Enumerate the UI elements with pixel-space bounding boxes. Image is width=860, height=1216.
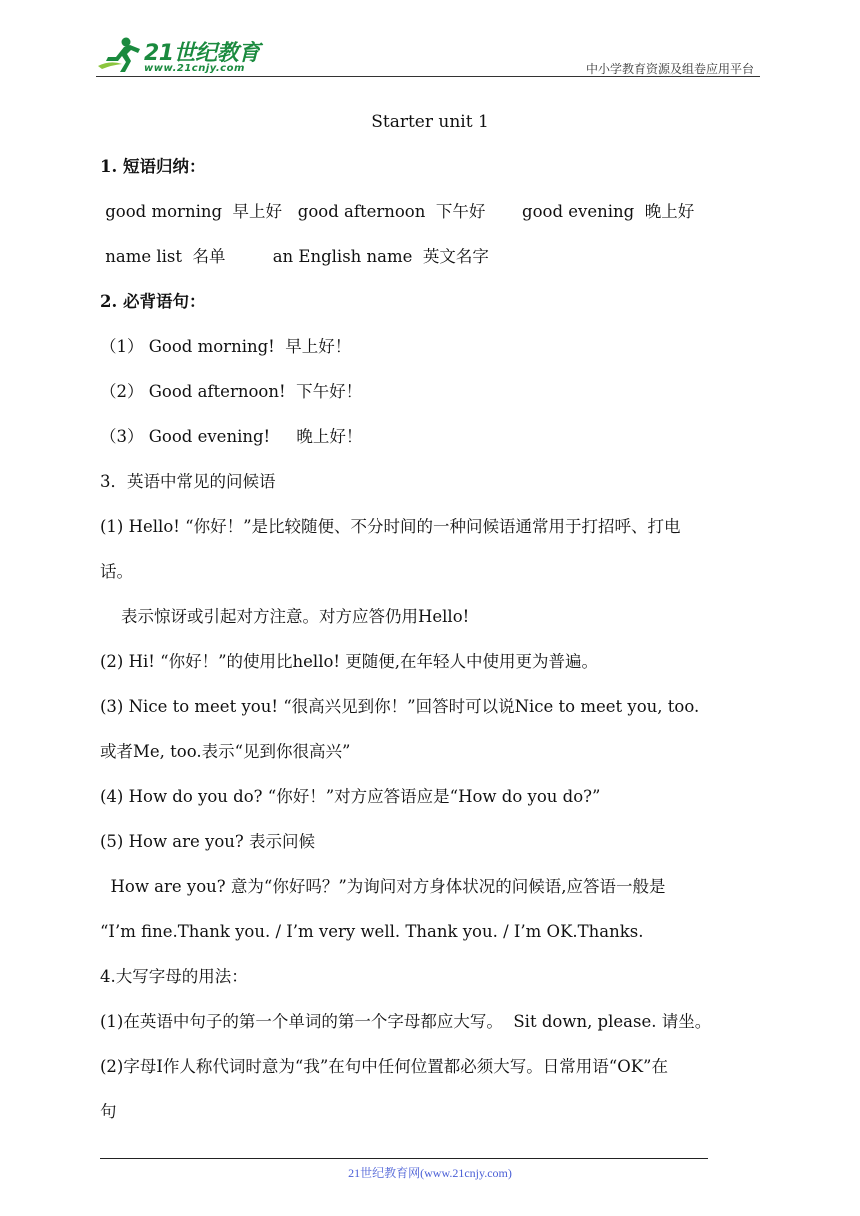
logo-url: www.21cnjy.com (144, 63, 245, 74)
text-line: name list 名单 an English name 英文名字 (100, 247, 489, 266)
text-line: (1) Hello! “你好！”是比较随便、不分时间的一种问候语通常用于打招呼、打电 (100, 517, 681, 536)
section-heading: 1. 短语归纳： (100, 157, 206, 176)
text-line: 话。 (100, 562, 133, 581)
section-heading: 4.大写字母的用法： (100, 967, 248, 986)
section-heading: 2. 必背语句： (100, 292, 206, 311)
document-title: Starter unit 1 (371, 112, 489, 132)
text-line: 或者Me, too.表示“见到你很高兴” (100, 742, 351, 761)
header-divider (96, 76, 760, 77)
text-line: （1） Good morning! 早上好！ (100, 337, 352, 356)
text-line: How are you? 意为“你好吗？”为询问对方身体状况的问候语,应答语一般是 (100, 877, 666, 896)
footer-divider (100, 1158, 708, 1159)
text-line: good morning 早上好 good afternoon 下午好 good evening 晚上好 (100, 202, 695, 221)
text-line: (3) Nice to meet you! “很高兴见到你！”回答时可以说Nice to meet you, too. (100, 697, 700, 716)
text-line: (2)字母I作人称代词时意为“我”在句中任何位置都必须大写。日常用语“OK”在 (100, 1057, 668, 1076)
text-line: (1)在英语中句子的第一个单词的第一个字母都应大写。 Sit down, please. 请坐。 (100, 1012, 712, 1031)
section-heading: 3．英语中常见的问候语 (100, 472, 276, 491)
page-header (96, 30, 760, 80)
text-line: （2） Good afternoon! 下午好！ (100, 382, 363, 401)
footer-text: 21世纪教育网(www.21cnjy.com) (348, 1166, 512, 1180)
text-line: (2) Hi! “你好！”的使用比hello! 更随便,在年轻人中使用更为普遍。 (100, 652, 599, 671)
site-logo (96, 34, 266, 74)
runner-logo-icon (96, 36, 142, 74)
text-line: (4) How do you do? “你好！”对方应答语应是“How do you do?” (100, 787, 601, 806)
text-line: “I’m fine.Thank you. / I’m very well. Thank you. / I’m OK.Thanks. (100, 922, 644, 941)
logo-title: 21世纪教育 (144, 41, 260, 66)
text-line: 句 (100, 1102, 117, 1121)
text-line: 表示惊讶或引起对方注意。对方应答仍用Hello! (100, 607, 470, 626)
text-line: （3） Good evening! 晚上好！ (100, 427, 363, 446)
header-platform-text: 中小学教育资源及组卷应用平台 (585, 62, 754, 76)
text-line: (5) How are you? 表示问候 (100, 832, 316, 851)
